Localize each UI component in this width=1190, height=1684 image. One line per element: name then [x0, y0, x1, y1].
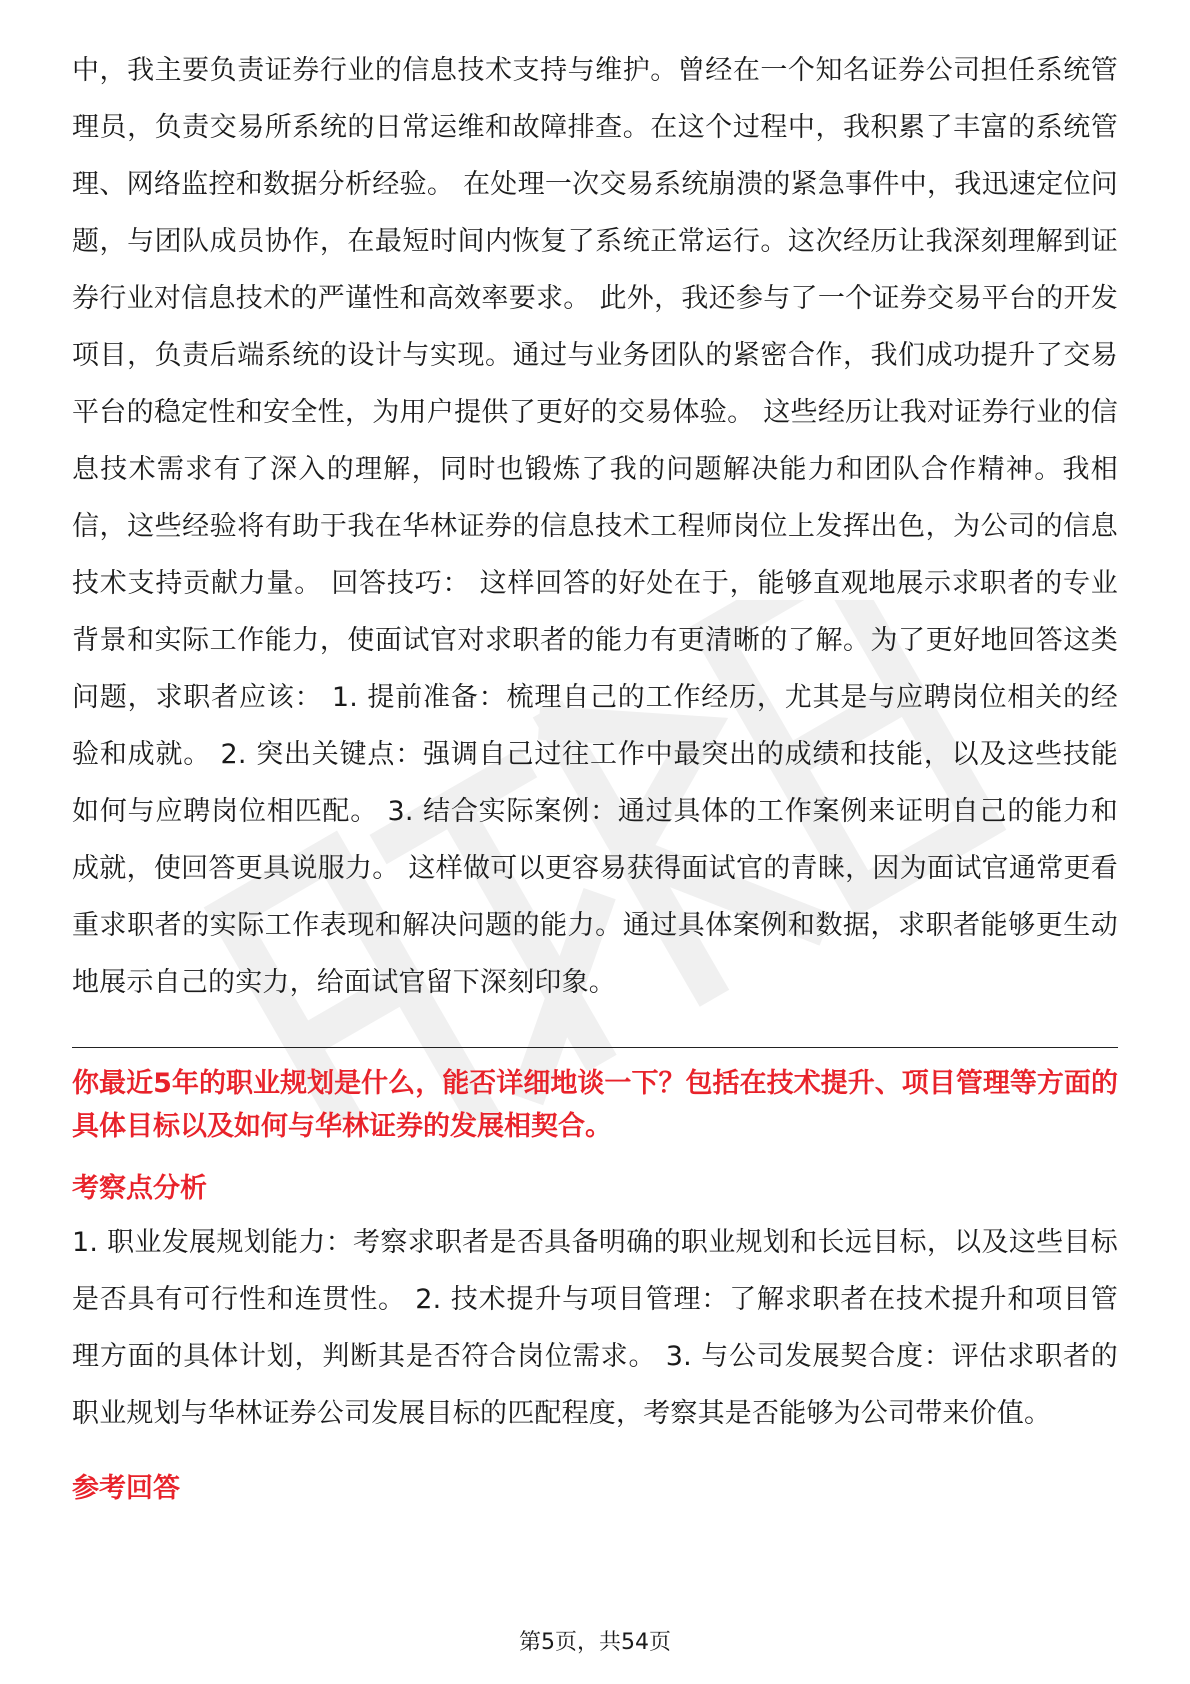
body-paragraph: 中，我主要负责证券行业的信息技术支持与维护。曾经在一个知名证券公司担任系统管理员，负责交易所系统的日常运维和故障排查。在这个过程中，我积累了丰富的系统管理、网络监控和数据分析经验。 在处理一次交易系统崩溃的紧急事件中，我迅速定位问题，与团队成员协作，在最短时间内恢复了系统正常运行。这次经历让我深刻理解到证券行业对信息技术的严谨性和高效率要求。 此外，我还参与了一个证券交易平台的开发项目，负责后端系统的设计与实现。通过与业务团队的紧密合作，我们成功提升了交易平台的稳定性和安全性，为用户提供了更好的交易体验。 这些经历让我对证券行业的信息技术需求有了深入的理解，同时也锻炼了我的问题解决能力和团队合作精神。我相信，这些经验将有助于我在华林证券的信息技术工程师岗位上发挥出色，为公司的信息技术支持贡献力量。 回答技巧： 这样回答的好处在于，能够直观地展示求职者的专业背景和实际工作能力，使面试官对求职者的能力有更清晰的了解。为了更好地回答这类问题，求职者应该： 1. 提前准备：梳理自己的工作经历，尤其是与应聘岗位相关的经验和成就。 2. 突出关键点：强调自己过往工作中最突出的成绩和技能，以及这些技能如何与应聘岗位相匹配。 3. 结合实际案例：通过具体的工作案例来证明自己的能力和成就，使回答更具说服力。 这样做可以更容易获得面试官的青睐，因为面试官通常更看重求职者的实际工作表现和解决问题的能力。通过具体案例和数据，求职者能够更生动地展示自己的实力，给面试官留下深刻印象。 [72, 55, 1118, 998]
page-number: 第5页，共54页 [519, 1630, 671, 1655]
document-page [72, 42, 1118, 1514]
answer-heading: 参考回答 [72, 1473, 180, 1504]
analysis-heading: 考察点分析 [72, 1173, 207, 1204]
section-divider [72, 1047, 1118, 1048]
interview-question: 你最近5年的职业规划是什么，能否详细地谈一下？包括在技术提升、项目管理等方面的具体目标以及如何与华林证券的发展相契合。 [72, 1068, 1118, 1142]
analysis-paragraph: 1. 职业发展规划能力：考察求职者是否具备明确的职业规划和长远目标，以及这些目标是否具有可行性和连贯性。 2. 技术提升与项目管理：了解求职者在技术提升和项目管理方面的具体计划，判断其是否符合岗位需求。 3. 与公司发展契合度：评估求职者的职业规划与华林证券公司发展目标的匹配程度，考察其是否能够为公司带来价值。 [72, 1227, 1118, 1429]
